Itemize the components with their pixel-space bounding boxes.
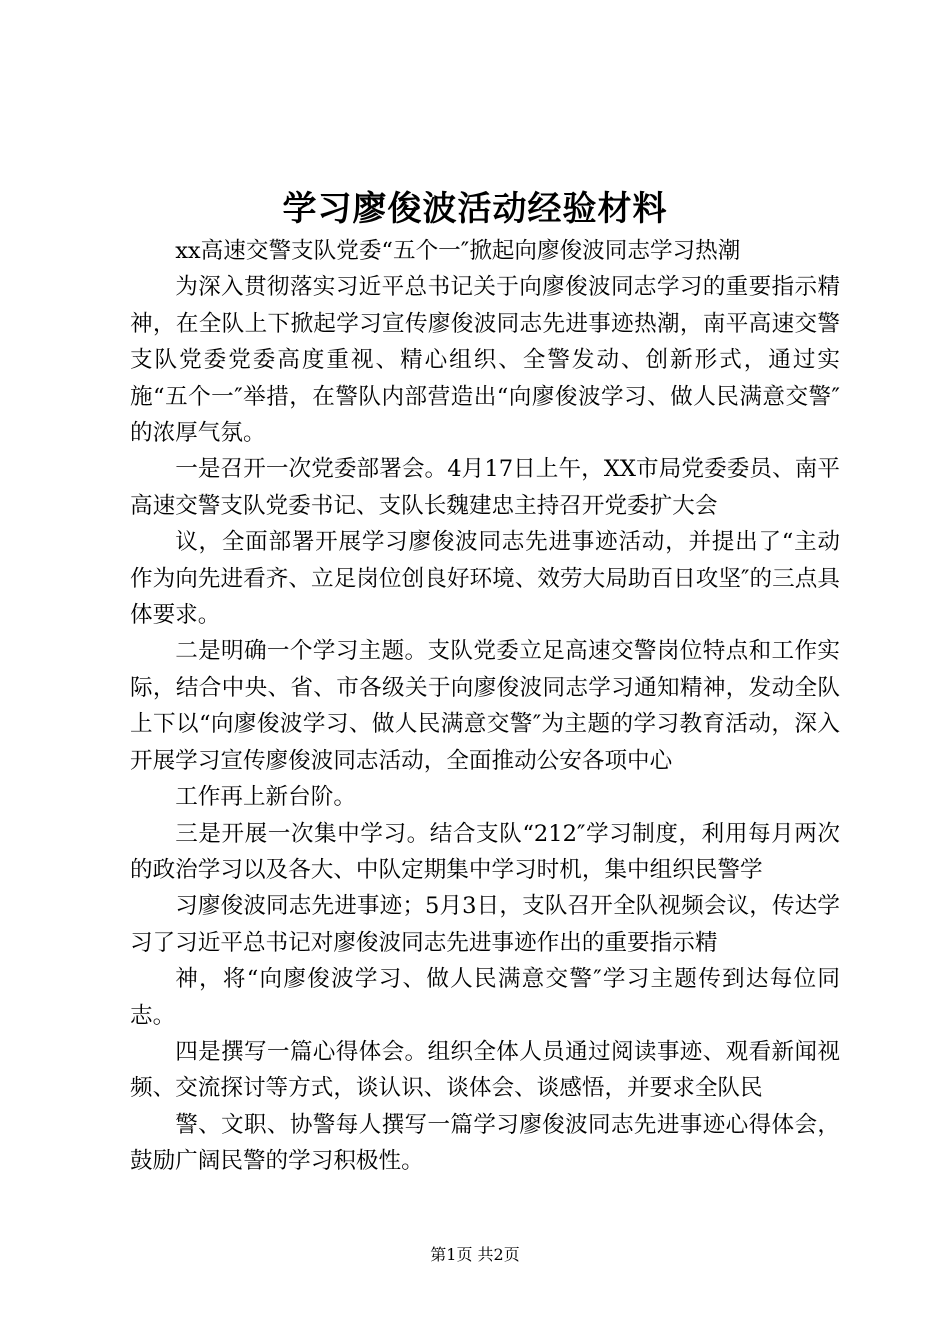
paragraph-item-four-cont: 警、文职、协警每人撰写一篇学习廖俊波同志先进事迹心得体会，鼓励广阔民警的学习积极性。 xyxy=(130,1111,840,1175)
paragraph-item-one-cont: 议，全面部署开展学习廖俊波同志先进事迹活动，并提出了“主动作为向先进看齐、立足岗位创良好环境、效劳大局助百日攻坚″的三点具体要求。 xyxy=(130,529,840,629)
page-footer: 第1页 共2页 xyxy=(430,1245,520,1264)
paragraph-item-three-cont: 习廖俊波同志先进事迹；5月3日，支队召开全队视频会议，传达学习了习近平总书记对廖俊波同志先进事迹作出的重要指示精 xyxy=(130,893,840,956)
paragraph-item-three-end: 神，将“向廖俊波学习、做人民满意交警″学习主题传到达每位同志。 xyxy=(130,966,840,1029)
paragraph-item-four: 四是撰写一篇心得体会。组织全体人员通过阅读事迹、观看新闻视频、交流探讨等方式，谈认识、谈体会、谈感悟，并要求全队民 xyxy=(130,1038,840,1102)
paragraph-intro: 为深入贯彻落实习近平总书记关于向廖俊波同志学习的重要指示精神，在全队上下掀起学习宣传廖俊波同志先进事迹热潮，南平高速交警支队党委党委高度重视、精心组织、全警发动、创新形式，通过实施“五个一″举措，在警队内部营造出“向廖俊波学习、做人民满意交警″的浓厚气氛。 xyxy=(130,274,840,447)
paragraph-item-two: 二是明确一个学习主题。支队党委立足高速交警岗位特点和工作实际，结合中央、省、市各级关于向廖俊波同志学习通知精神，发动全队上下以“向廖俊波学习、做人民满意交警″为主题的学习教育活动，深入开展学习宣传廖俊波同志活动，全面推动公安各项中心 xyxy=(130,638,840,774)
paragraph-item-three: 三是开展一次集中学习。结合支队“212″学习制度，利用每月两次的政治学习以及各大、中队定期集中学习时机，集中组织民警学 xyxy=(130,820,840,883)
document-title: 学习廖俊波活动经验材料 xyxy=(282,189,668,229)
paragraph-item-one: 一是召开一次党委部署会。4月17日上午，XX市局党委委员、南平高速交警支队党委书记、支队长魏建忠主持召开党委扩大会 xyxy=(130,456,840,519)
document-body xyxy=(130,233,840,1180)
paragraph-subtitle: xx高速交警支队党委“五个一″掀起向廖俊波同志学习热潮 xyxy=(175,238,741,264)
paragraph-item-two-cont: 工作再上新台阶。 xyxy=(175,784,356,811)
